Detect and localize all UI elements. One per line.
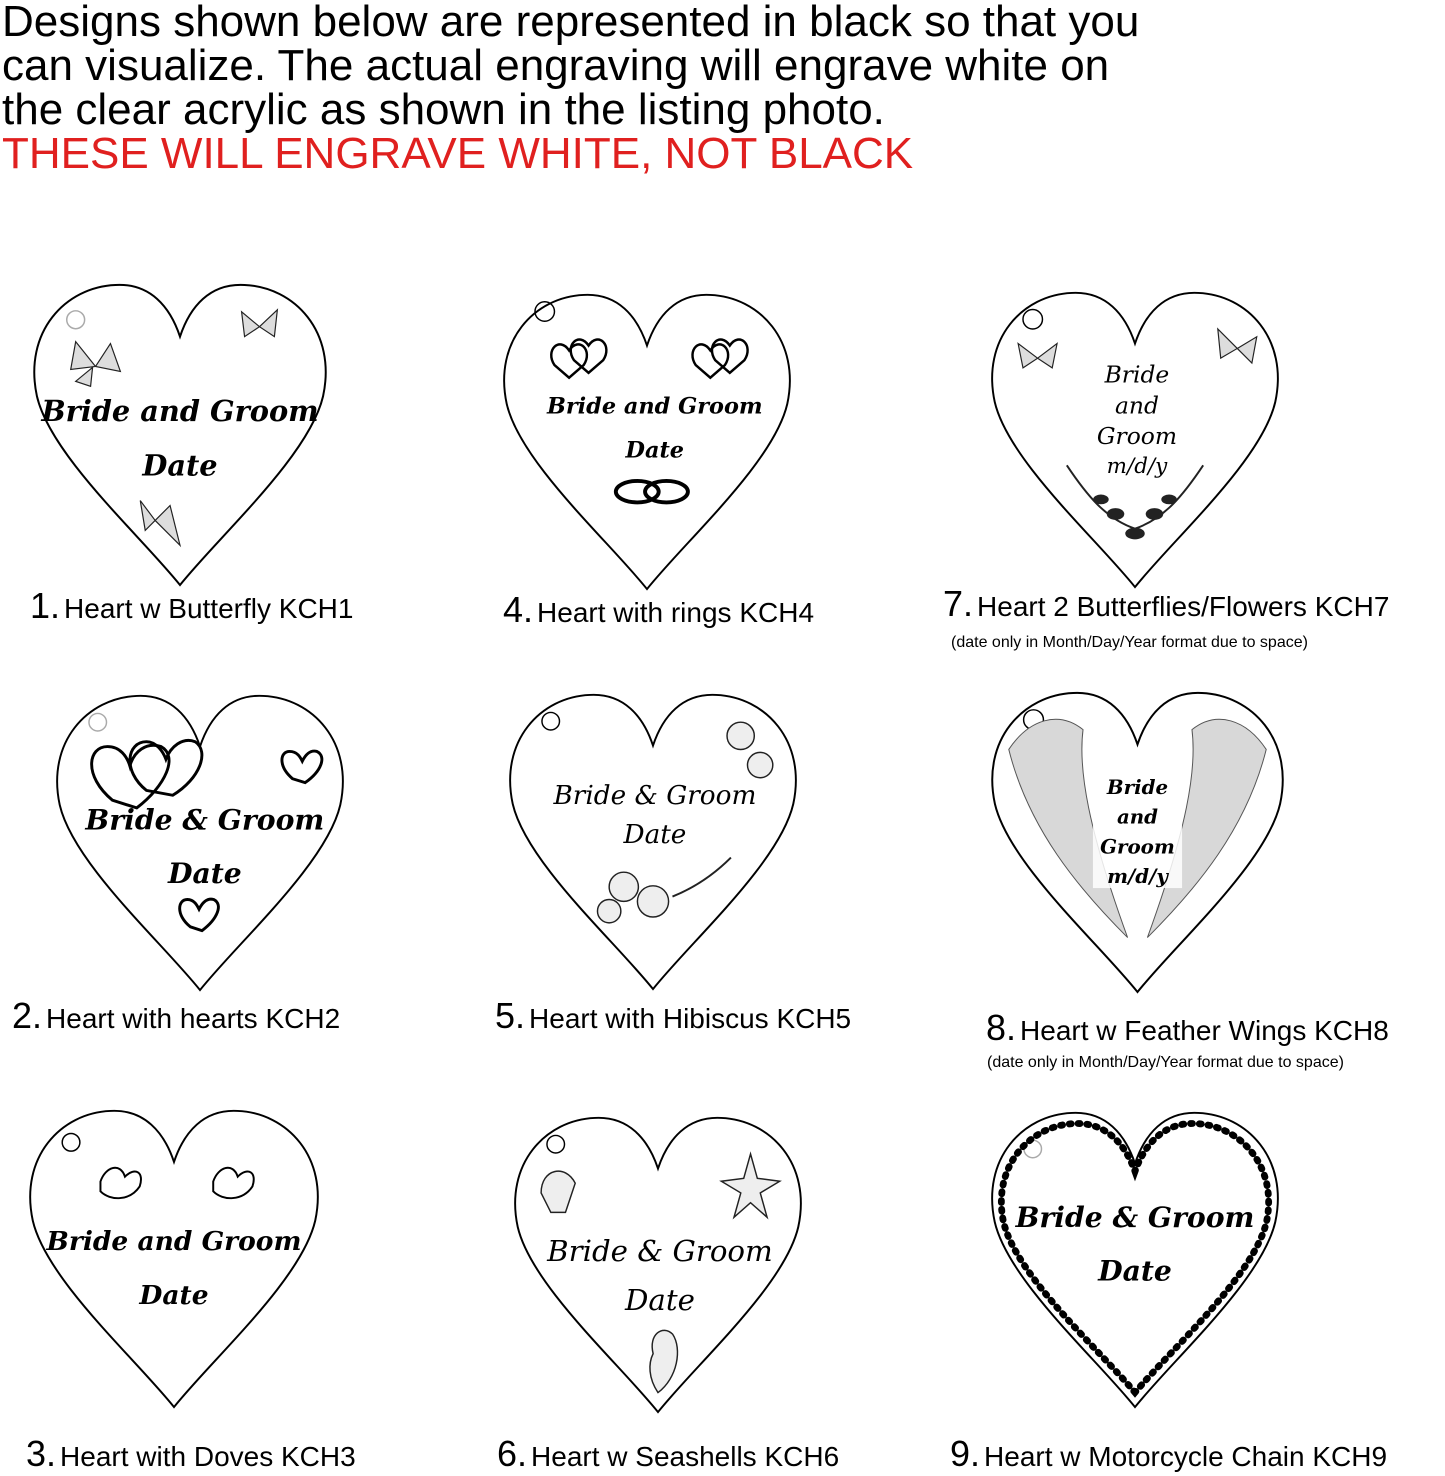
intro-warning: THESE WILL ENGRAVE WHITE, NOT BLACK bbox=[2, 129, 914, 178]
caption-2: 2. Heart with hearts KCH2 bbox=[12, 995, 341, 1036]
intro-line-2: can visualize. The actual engraving will engrave white on bbox=[2, 41, 1110, 90]
caption-3: 3. Heart with Doves KCH3 bbox=[26, 1433, 356, 1474]
heart-outline-4 bbox=[497, 292, 797, 592]
design-8-text-4: m/d/y bbox=[1107, 864, 1168, 889]
heart-outline-3 bbox=[23, 1108, 325, 1410]
design-7-text-4: m/d/y bbox=[1106, 454, 1168, 480]
design-5-text-1: Bride & Groom bbox=[553, 781, 757, 812]
heart-outline-1 bbox=[27, 282, 333, 588]
design-6-text-2: Date bbox=[625, 1282, 695, 1317]
design-3-text-1: Bride and Groom bbox=[46, 1226, 302, 1258]
design-4-text-2: Date bbox=[625, 437, 685, 464]
design-2-text-2: Date bbox=[167, 855, 242, 890]
heart-outline-8 bbox=[985, 690, 1290, 995]
intro-line-3: the clear acrylic as shown in the listing photo. bbox=[2, 85, 885, 134]
caption-6: 6. Heart w Seashells KCH6 bbox=[497, 1433, 840, 1474]
design-5-text-2: Date bbox=[623, 819, 687, 850]
heart-outline-9 bbox=[985, 1110, 1285, 1410]
caption-4: 4. Heart with rings KCH4 bbox=[503, 589, 815, 630]
caption-note-7: (date only in Month/Day/Year format due to space) bbox=[951, 634, 1308, 651]
design-8-text-3: Groom bbox=[1100, 834, 1175, 859]
heart-outline-5 bbox=[503, 692, 803, 992]
design-9-text-1: Bride & Groom bbox=[1015, 1199, 1255, 1234]
caption-8: 8. Heart w Feather Wings KCH8 bbox=[986, 1007, 1389, 1048]
design-4-text-1: Bride and Groom bbox=[546, 393, 763, 420]
caption-1: 1. Heart w Butterfly KCH1 bbox=[30, 585, 354, 626]
caption-note-8: (date only in Month/Day/Year format due to space) bbox=[987, 1054, 1344, 1071]
caption-5: 5. Heart with Hibiscus KCH5 bbox=[495, 995, 852, 1036]
design-8-text-1: Bride bbox=[1106, 774, 1169, 799]
heart-outline-7 bbox=[985, 290, 1285, 590]
design-7-text-1: Bride bbox=[1104, 360, 1170, 389]
design-7-text-2: and bbox=[1114, 391, 1159, 420]
design-7-text-3: Groom bbox=[1096, 421, 1178, 450]
design-9-text-2: Date bbox=[1098, 1253, 1172, 1288]
caption-7: 7. Heart 2 Butterflies/Flowers KCH7 bbox=[943, 583, 1390, 624]
intro-text bbox=[2, 0, 1442, 176]
design-1-text-2: Date bbox=[142, 448, 218, 483]
design-3-text-2: Date bbox=[139, 1280, 209, 1312]
design-1-text-1: Bride and Groom bbox=[41, 394, 319, 429]
caption-9: 9. Heart w Motorcycle Chain KCH9 bbox=[950, 1433, 1388, 1474]
design-8-text-2: and bbox=[1116, 804, 1159, 829]
heart-outline-2 bbox=[50, 693, 350, 993]
heart-outline-6 bbox=[508, 1115, 808, 1415]
intro-line-1: Designs shown below are represented in black so that you bbox=[2, 0, 1140, 46]
design-2-text-1: Bride & Groom bbox=[85, 802, 325, 837]
design-6-text-1: Bride & Groom bbox=[547, 1234, 773, 1269]
